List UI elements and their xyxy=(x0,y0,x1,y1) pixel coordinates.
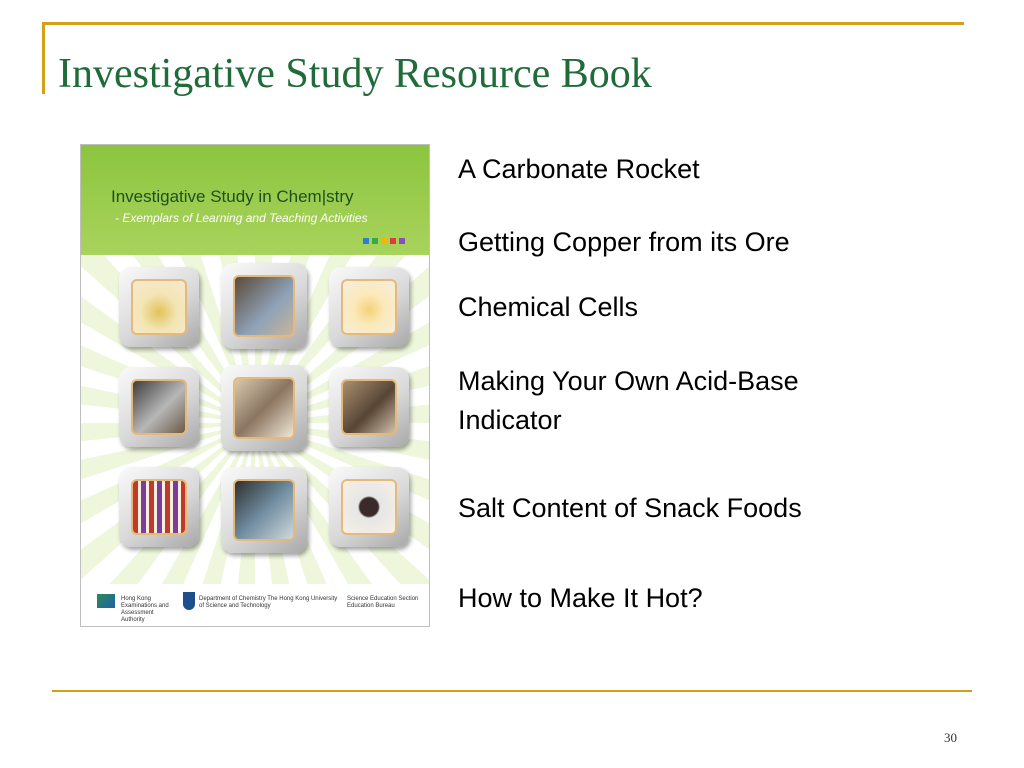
cover-tile-bowl xyxy=(329,267,409,347)
book-cover-image xyxy=(80,144,430,627)
slide-title: Investigative Study Resource Book xyxy=(58,51,652,97)
cover-tile-lab xyxy=(119,367,199,447)
top-frame-line xyxy=(42,22,964,25)
dot-red xyxy=(390,238,396,244)
cover-tile-students xyxy=(221,263,307,349)
topic-item: Getting Copper from its Ore xyxy=(458,227,790,257)
cover-subtitle: - Exemplars of Learning and Teaching Activities xyxy=(115,211,368,225)
cover-org-hkeaa: Hong Kong Examinations and Assessment Authority xyxy=(121,596,169,623)
topic-item: Making Your Own Acid-Base xyxy=(458,366,799,396)
cover-tile-presentation xyxy=(221,467,307,553)
dot-blue xyxy=(363,238,369,244)
cover-tile-flask xyxy=(119,267,199,347)
dot-purple xyxy=(399,238,405,244)
cover-tile-classroom xyxy=(329,367,409,447)
bottom-frame-line xyxy=(52,690,972,692)
topic-item: Chemical Cells xyxy=(458,292,639,322)
topic-item: How to Make It Hot? xyxy=(458,583,703,613)
cover-color-dots xyxy=(363,238,405,244)
hkeaa-logo-icon xyxy=(97,594,115,608)
topic-item: A Carbonate Rocket xyxy=(458,154,700,184)
cover-tile-test-tubes xyxy=(119,467,199,547)
page-number: 30 xyxy=(944,730,957,745)
hkust-logo-icon xyxy=(183,592,195,610)
cover-org-edb: Science Education Section Education Bureau xyxy=(347,596,419,609)
left-frame-line xyxy=(42,22,45,94)
dot-green xyxy=(372,238,378,244)
dot-yellow xyxy=(381,238,387,244)
cover-tile-container xyxy=(329,467,409,547)
cover-tile-experiment xyxy=(221,365,307,451)
cover-title: Investigative Study in Chem|stry xyxy=(111,187,354,206)
cover-org-hkust: Department of Chemistry The Hong Kong University of Science and Technology xyxy=(199,596,338,609)
cover-footer xyxy=(81,584,429,626)
topic-item: Salt Content of Snack Foods xyxy=(458,493,802,523)
topic-item-continued: Indicator xyxy=(458,405,562,435)
